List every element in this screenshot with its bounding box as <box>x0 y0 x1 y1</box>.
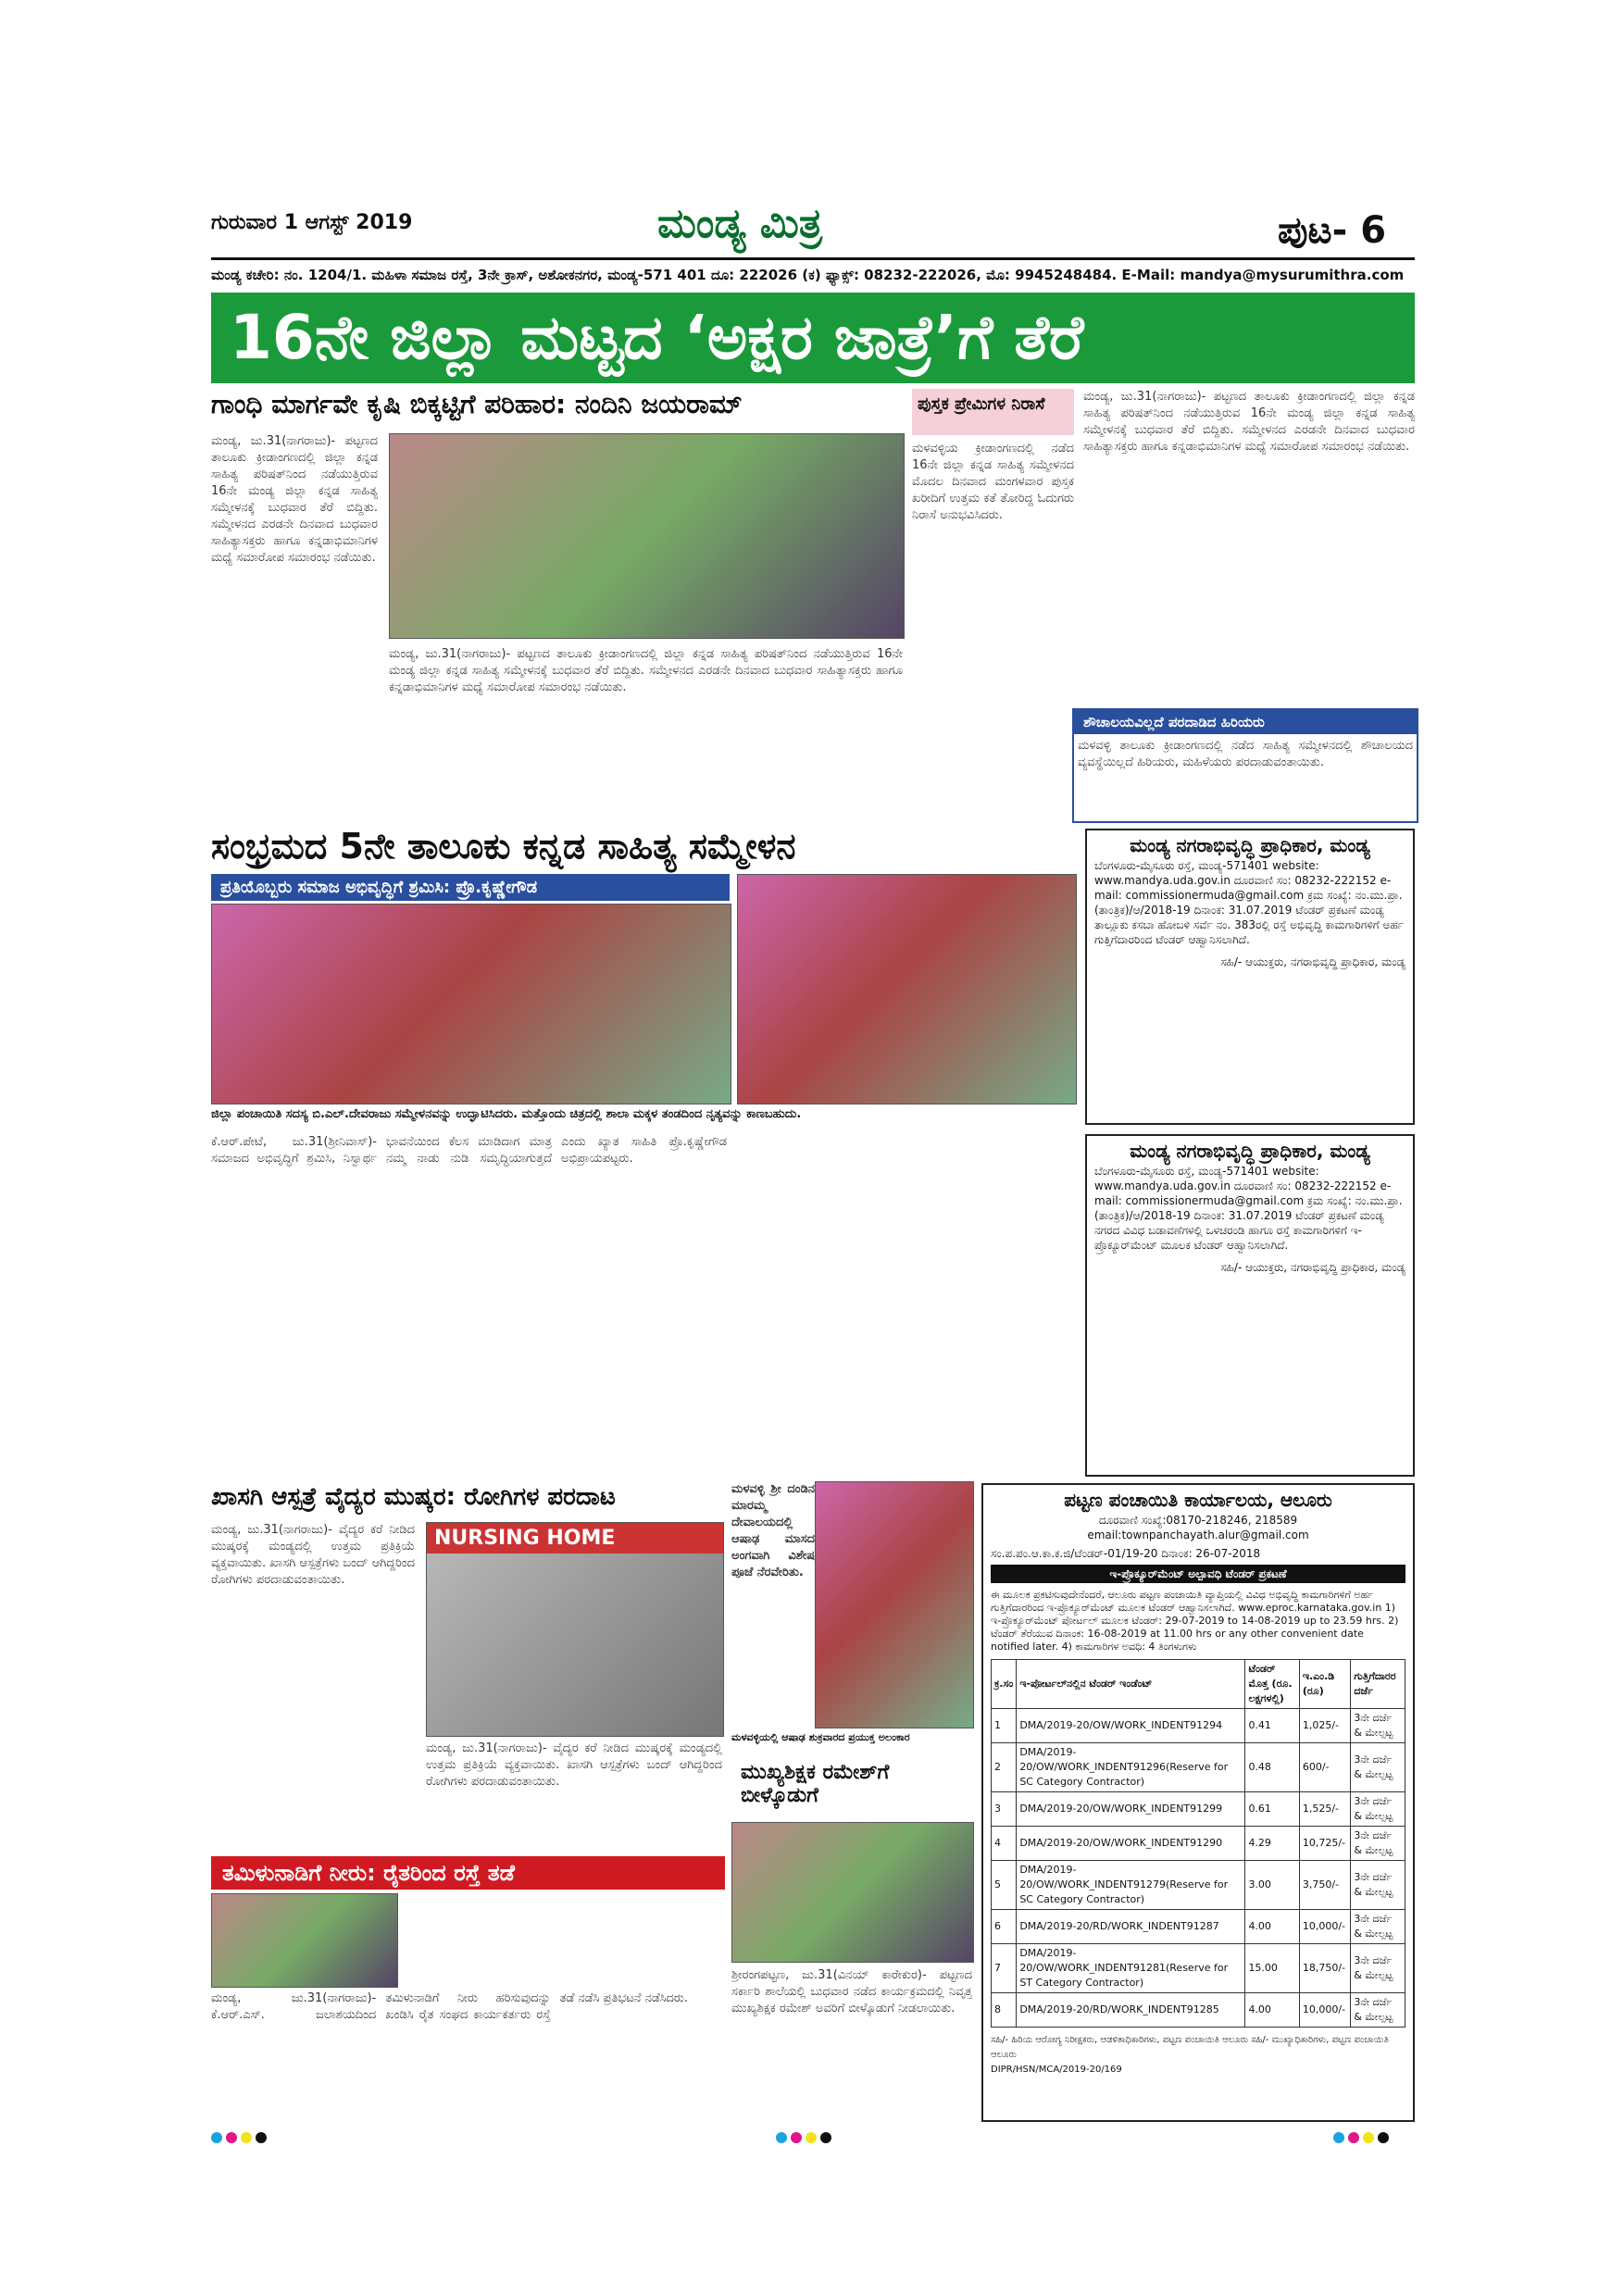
toilet-box-body: ಮಳವಳ್ಳಿ ತಾಲೂಕು ಕ್ರೀಡಾಂಗಣದಲ್ಲಿ ನಡೆದ ಸಾಹಿತ್ಯ ಸಮ್ಮೇಳನದಲ್ಲಿ ಶೌಚಾಲಯದ ವ್ಯವಸ್ಥೆಯಿಲ್ಲದೆ ಹಿರಿಯರು, ಮಹಿಳೆಯರು ಪರದಾಡುವಂತಾಯಿತು. <box>1078 739 1413 769</box>
tender-cell: 3ನೇ ದರ್ಜೆ & ಮೇಲ್ಪಟ್ಟ <box>1351 1792 1405 1827</box>
tender-cell: 3 <box>992 1792 1017 1827</box>
tender-cell: 10,725/- <box>1299 1827 1350 1861</box>
tender-row <box>992 1709 1405 1743</box>
tender-contact: ದೂರವಾಣಿ ಸಂಖ್ಯೆ:08170-218246, 218589 email:townpanchayath.alur@gmail.com <box>1087 1514 1309 1541</box>
tender-cell: 3ನೇ ದರ್ಜೆ & ಮೇಲ್ಪಟ್ಟ <box>1351 1743 1405 1792</box>
tender-cell: 4 <box>992 1827 1017 1861</box>
tender-subtitle: ಇ-ಪ್ರೊಕ್ಯೂರ್‌ಮೆಂಟ್ ಅಲ್ಪಾವಧಿ ಟೆಂಡರ್ ಪ್ರಕಟಣೆ <box>991 1565 1405 1583</box>
tender-row <box>992 1861 1405 1910</box>
story2-strip: ಪ್ರತಿಯೊಬ್ಬರು ಸಮಾಜ ಅಭಿವೃದ್ಧಿಗೆ ಶ್ರಮಿಸಿ: ಪ್ರೊ.ಕೃಷ್ಣೇಗೌಡ <box>211 874 730 901</box>
tender-col-indent: ಇ-ಪೋರ್ಟಲ್‌ನಲ್ಲಿನ ಟೆಂಡರ್ ಇಂಡೆಂಟ್ <box>1017 1660 1245 1709</box>
tender-title: ಪಟ್ಟಣ ಪಂಚಾಯಿತಿ ಕಾರ್ಯಾಲಯ, ಆಲೂರು <box>1064 1489 1332 1511</box>
tender-cell: 5 <box>992 1861 1017 1910</box>
story2-photo-dance <box>737 874 1077 1104</box>
toilet-box <box>1072 708 1418 823</box>
tender-cell: DMA/2019-20/OW/WORK_INDENT91294 <box>1017 1709 1245 1743</box>
office-address: ಮಂಡ್ಯ ಕಚೇರಿ: ನಂ. 1204/1. ಮಹಿಳಾ ಸಮಾಜ ರಸ್ತೆ, 3ನೇ ಕ್ರಾಸ್, ಅಶೋಕನಗರ, ಮಂಡ್ಯ-571 401 ದೂ: 222026 (ಕ) ಫ್ಯಾಕ್ಸ್: 08232-222026, ಮೊ: 9945248484. E-Mail: mandya@mysurumithra.com <box>211 267 1405 283</box>
story4-photo <box>731 1822 974 1963</box>
tender-cell: 0.41 <box>1245 1709 1299 1743</box>
story1-headline: ಗಾಂಧಿ ಮಾರ್ಗವೇ ಕೃಷಿ ಬಿಕ್ಕಟ್ಟಿಗೆ ಪರಿಹಾರ: ನಂದಿನಿ ಜಯರಾಮ್ <box>211 389 743 419</box>
tender-ref: ಸಂ.ಪ.ಪಂ.ಆ.ಕಾ.ಕ.ಜಿ/ಟೆಂಡರ್-01/19-20 ದಿನಾಂಕ: 26-07-2018 <box>991 1547 1261 1560</box>
tender-cell: 1 <box>992 1709 1017 1743</box>
tender-row <box>992 1792 1405 1827</box>
tender-cell: DMA/2019-20/RD/WORK_INDENT91287 <box>1017 1910 1245 1944</box>
tender-cell: DMA/2019-20/RD/WORK_INDENT91285 <box>1017 1993 1245 2028</box>
tender-cell: 3ನೇ ದರ್ಜೆ & ಮೇಲ್ಪಟ್ಟ <box>1351 1709 1405 1743</box>
tender-cell: 0.48 <box>1245 1743 1299 1792</box>
color-registration-marks <box>1333 2129 1393 2147</box>
tender-cell: 600/- <box>1299 1743 1350 1792</box>
tender-cell: DMA/2019-20/OW/WORK_INDENT91299 <box>1017 1792 1245 1827</box>
story1-right-col: ಮಂಡ್ಯ, ಜು.31(ನಾಗರಾಜು)- ಪಟ್ಟಣದ ತಾಲೂಕು ಕ್ರೀಡಾಂಗಣದಲ್ಲಿ ಜಿಲ್ಲಾ ಕನ್ನಡ ಸಾಹಿತ್ಯ ಪರಿಷತ್‌ನಿಂದ ನಡೆಯುತ್ತಿರುವ 16ನೇ ಮಂಡ್ಯ ಜಿಲ್ಲಾ ಕನ್ನಡ ಸಾಹಿತ್ಯ ಸಮ್ಮೇಳನಕ್ಕೆ ಬುಧವಾರ ತೆರೆ ಬಿದ್ದಿತು. ಸಮ್ಮೇಳನದ ಎರಡನೇ ದಿನವಾದ ಬುಧವಾರ ಸಾಹಿತ್ಯಾಸಕ್ತರು ಹಾಗೂ ಕನ್ನಡಾಭಿಮಾನಿಗಳ ಮಧ್ಯೆ ಸಮಾರೋಪ ಸಮಾರಂಭ ನಡೆಯಿತು. <box>1083 390 1415 454</box>
page-number: ಪುಟ- 6 <box>1278 209 1387 252</box>
story5-photo <box>211 1893 398 1988</box>
divider <box>211 257 1415 260</box>
story5-headline: ತಮಿಳುನಾಡಿಗೆ ನೀರು: ರೈತರಿಂದ ರಸ್ತೆ ತಡೆ <box>211 1856 725 1890</box>
temple-side-caption: ಮಳವಳ್ಳಿ ಶ್ರೀ ದಂಡಿನ ಮಾರಮ್ಮ ದೇವಾಲಯದಲ್ಲಿ ಆಷಾಢ ಮಾಸದ ಅಂಗವಾಗಿ ವಿಶೇಷ ಪೂಜೆ ನೆರವೇರಿತು. <box>731 1482 815 1579</box>
uda-notice-1-sign: ಸಹಿ/- ಆಯುಕ್ತರು, ನಗರಾಭಿವೃದ್ಧಿ ಪ್ರಾಧಿಕಾರ, ಮಂಡ್ಯ <box>1220 955 1405 968</box>
tender-row <box>992 1827 1405 1861</box>
tender-cell: 3,750/- <box>1299 1861 1350 1910</box>
uda-notice-2-sign: ಸಹಿ/- ಆಯುಕ್ತರು, ನಗರಾಭಿವೃದ್ಧಿ ಪ್ರಾಧಿಕಾರ, ಮಂಡ್ಯ <box>1220 1261 1405 1274</box>
tender-cell: 18,750/- <box>1299 1944 1350 1993</box>
uda-notice-1-body: ಬೆಂಗಳೂರು-ಮೈಸೂರು ರಸ್ತೆ, ಮಂಡ್ಯ-571401 website: www.mandya.uda.gov.in ದೂರವಾಣಿ ಸಂ: 08232-222152 e-mail: commissionermuda@gmail.com ಕ್ರಮ ಸಂಖ್ಯೆ: ನಂ.ಮು.ಪ್ರಾ.(ತಾಂತ್ರಿಕ)/ಆ/2018-19 ದಿನಾಂಕ: 31.07.2019 ಟೆಂಡರ್ ಪ್ರಕಟಣೆ ಮಂಡ್ಯ ತಾಲ್ಲೂಕು ಕಸಬಾ ಹೋಬಳಿ ಸರ್ವೆ ನಂ. 383ರಲ್ಲಿ ರಸ್ತೆ ಅಭಿವೃದ್ಧಿ ಕಾಮಗಾರಿಗಳಿಗೆ ಅರ್ಹ ಗುತ್ತಿಗೆದಾರರಿಂದ ಟೆಂಡರ್ ಆಹ್ವಾನಿಸಲಾಗಿದೆ. <box>1094 859 1405 946</box>
tender-col-class: ಗುತ್ತಿಗೆದಾರರ ದರ್ಜೆ <box>1351 1660 1405 1709</box>
tender-cell: 2 <box>992 1743 1017 1792</box>
newspaper-logo: ಮಂಡ್ಯ ಮಿತ್ರ <box>657 200 822 247</box>
tender-cell: 3.00 <box>1245 1861 1299 1910</box>
tender-cell: 10,000/- <box>1299 1993 1350 2028</box>
story3-headline: ಖಾಸಗಿ ಆಸ್ಪತ್ರೆ ವೈದ್ಯರ ಮುಷ್ಕರ: ರೋಗಿಗಳ ಪರದಾಟ <box>211 1483 616 1511</box>
pustaka-title: ಪುಸ್ತಕ ಪ್ರೇಮಿಗಳ ನಿರಾಸೆ <box>912 389 1074 435</box>
tender-cell: 8 <box>992 1993 1017 2028</box>
tender-cell: 3ನೇ ದರ್ಜೆ & ಮೇಲ್ಪಟ್ಟ <box>1351 1827 1405 1861</box>
tender-cell: 6 <box>992 1910 1017 1944</box>
tender-cell: DMA/2019-20/OW/WORK_INDENT91279(Reserve for SC Category Contractor) <box>1017 1861 1245 1910</box>
story5-body: ಮಂಡ್ಯ, ಜು.31(ನಾಗರಾಜು)- ಕೆ.ಆರ್.ಎಸ್. ಜಲಾಶಯದಿಂದ ತಮಿಳುನಾಡಿಗೆ ನೀರು ಹರಿಸುವುದನ್ನು ಖಂಡಿಸಿ ರೈತ ಸಂಘದ ಕಾರ್ಯಕರ್ತರು ರಸ್ತೆ ತಡೆ ನಡೆಸಿ ಪ್ರತಿಭಟನೆ ನಡೆಸಿದರು. <box>211 1991 689 2022</box>
story4-headline: ಮುಖ್ಯಶಿಕ್ಷಕ ರಮೇಶ್‌ಗೆ ಬೀಳ್ಕೊಡುಗೆ <box>741 1761 890 1807</box>
story2-photo-ceremony <box>211 904 731 1104</box>
tender-cell: 4.29 <box>1245 1827 1299 1861</box>
story2-headline: ಸಂಭ್ರಮದ 5ನೇ ತಾಲೂಕು ಕನ್ನಡ ಸಾಹಿತ್ಯ ಸಮ್ಮೇಳನ <box>211 826 796 867</box>
tender-cell: 0.61 <box>1245 1792 1299 1827</box>
tender-col-amount: ಟೆಂಡರ್ ಮೊತ್ತ (ರೂ. ಲಕ್ಷಗಳಲ್ಲಿ) <box>1245 1660 1299 1709</box>
tender-cell: 3ನೇ ದರ್ಜೆ & ಮೇಲ್ಪಟ್ಟ <box>1351 1993 1405 2028</box>
tender-dipr: DIPR/HSN/MCA/2019-20/169 <box>991 2065 1122 2075</box>
nursing-home-sign: NURSING HOME <box>427 1523 723 1554</box>
issue-date: ಗುರುವಾರ 1 ಆಗಸ್ಟ್ 2019 <box>211 211 413 234</box>
tender-row <box>992 1993 1405 2028</box>
tender-row <box>992 1910 1405 1944</box>
tender-cell: 3ನೇ ದರ್ಜೆ & ಮೇಲ್ಪಟ್ಟ <box>1351 1944 1405 1993</box>
story1-body: ಮಂಡ್ಯ, ಜು.31(ನಾಗರಾಜು)- ಪಟ್ಟಣದ ತಾಲೂಕು ಕ್ರೀಡಾಂಗಣದಲ್ಲಿ ಜಿಲ್ಲಾ ಕನ್ನಡ ಸಾಹಿತ್ಯ ಪರಿಷತ್‌ನಿಂದ ನಡೆಯುತ್ತಿರುವ 16ನೇ ಮಂಡ್ಯ ಜಿಲ್ಲಾ ಕನ್ನಡ ಸಾಹಿತ್ಯ ಸಮ್ಮೇಳನಕ್ಕೆ ಬುಧವಾರ ತೆರೆ ಬಿದ್ದಿತು. ಸಮ್ಮೇಳನದ ಎರಡನೇ ದಿನವಾದ ಬುಧವಾರ ಸಾಹಿತ್ಯಾಸಕ್ತರು ಹಾಗೂ ಕನ್ನಡಾಭಿಮಾನಿಗಳ ಮಧ್ಯೆ ಸಮಾರೋಪ ಸಮಾರಂಭ ನಡೆಯಿತು. <box>211 434 378 565</box>
tender-table <box>991 1659 1405 2028</box>
tender-cell: 10,000/- <box>1299 1910 1350 1944</box>
toilet-box-title: ಶೌಚಾಲಯವಿಲ್ಲದೆ ಪರದಾಡಿದ ಹಿರಿಯರು <box>1074 710 1417 734</box>
uda-notice-2 <box>1085 1134 1415 1477</box>
main-banner: 16ನೇ ಜಿಲ್ಲಾ ಮಟ್ಟದ ‘ಅಕ್ಷರ ಜಾತ್ರೆ’ಗೆ ತೆರೆ <box>211 293 1415 383</box>
pustaka-body: ಮಳವಳ್ಳಿಯ ಕ್ರೀಡಾಂಗಣದಲ್ಲಿ ನಡೆದ 16ನೇ ಜಿಲ್ಲಾ ಕನ್ನಡ ಸಾಹಿತ್ಯ ಸಮ್ಮೇಳನದ ಮೊದಲ ದಿನವಾದ ಮಂಗಳವಾರ ಪುಸ್ತಕ ಖರೀದಿಗೆ ಉತ್ತಮ ಕತೆ ತೋರಿದ್ದ ಓದುಗರು ನಿರಾಸೆ ಅನುಭವಿಸಿದರು. <box>912 442 1074 522</box>
uda-notice-2-body: ಬೆಂಗಳೂರು-ಮೈಸೂರು ರಸ್ತೆ, ಮಂಡ್ಯ-571401 website: www.mandya.uda.gov.in ದೂರವಾಣಿ ಸಂ: 08232-222152 e-mail: commissionermuda@gmail.com ಕ್ರಮ ಸಂಖ್ಯೆ: ನಂ.ಮು.ಪ್ರಾ.(ತಾಂತ್ರಿಕ)/ಆ/2018-19 ದಿನಾಂಕ: 31.07.2019 ಟೆಂಡರ್ ಪ್ರಕಟಣೆ ಮಂಡ್ಯ ನಗರದ ವಿವಿಧ ಬಡಾವಣೆಗಳಲ್ಲಿ ಒಳಚರಂಡಿ ಹಾಗೂ ರಸ್ತೆ ಕಾಮಗಾರಿಗಳಿಗೆ ಇ-ಪ್ರೊಕ್ಯೂರ್‌ಮೆಂಟ್ ಮೂಲಕ ಟೆಂಡರ್ ಆಹ್ವಾನಿಸಲಾಗಿದೆ. <box>1094 1165 1403 1252</box>
story3-body-cont: ಮಂಡ್ಯ, ಜು.31(ನಾಗರಾಜು)- ವೈದ್ಯರ ಕರೆ ನೀಡಿದ ಮುಷ್ಕರಕ್ಕೆ ಮಂಡ್ಯದಲ್ಲಿ ಉತ್ತಮ ಪ್ರತಿಕ್ರಿಯೆ ವ್ಯಕ್ತವಾಯಿತು. ಖಾಸಗಿ ಆಸ್ಪತ್ರೆಗಳು ಬಂದ್ ಆಗಿದ್ದರಿಂದ ರೋಗಿಗಳು ಪರದಾಡುವಂತಾಯಿತು. <box>426 1741 722 1789</box>
tender-cell: 15.00 <box>1245 1944 1299 1993</box>
tender-cell: DMA/2019-20/OW/WORK_INDENT91296(Reserve for SC Category Contractor) <box>1017 1743 1245 1792</box>
story3-body: ಮಂಡ್ಯ, ಜು.31(ನಾಗರಾಜು)- ವೈದ್ಯರ ಕರೆ ನೀಡಿದ ಮುಷ್ಕರಕ್ಕೆ ಮಂಡ್ಯದಲ್ಲಿ ಉತ್ತಮ ಪ್ರತಿಕ್ರಿಯೆ ವ್ಯಕ್ತವಾಯಿತು. ಖಾಸಗಿ ಆಸ್ಪತ್ರೆಗಳು ಬಂದ್ ಆಗಿದ್ದರಿಂದ ರೋಗಿಗಳು ಪರದಾಡುವಂತಾಯಿತು. <box>211 1523 415 1587</box>
tender-body: ಈ ಮೂಲಕ ಪ್ರಕಟಿಸುವುದೇನೆಂದರೆ, ಆಲೂರು ಪಟ್ಟಣ ಪಂಚಾಯಿತಿ ವ್ಯಾಪ್ತಿಯಲ್ಲಿ ವಿವಿಧ ಅಭಿವೃದ್ಧಿ ಕಾಮಗಾರಿಗಳಿಗೆ ಅರ್ಹ ಗುತ್ತಿಗೆದಾರರಿಂದ ಇ-ಪ್ರೊಕ್ಯೂರ್‌ಮೆಂಟ್ ಮೂಲಕ ಟೆಂಡರ್ ಆಹ್ವಾನಿಸಲಾಗಿದೆ. www.eproc.karnataka.gov.in 1) ಇ-ಪ್ರೊಕ್ಯೂರ್‌ಮೆಂಟ್ ಪೋರ್ಟಲ್ ಮೂಲಕ ಟೆಂಡರ್: 29-07-2019 to 14-08-2019 up to 23.59 hrs. 2) ಟೆಂಡರ್ ತೆರೆಯುವ ದಿನಾಂಕ: 16-08-2019 at 11.00 hrs or any other convenient date notified later. 4) ಕಾಮಗಾರಿಗಳ ಅವಧಿ: 4 ತಿಂಗಳುಗಳು <box>991 1589 1399 1653</box>
tender-cell: 1,025/- <box>1299 1709 1350 1743</box>
uda-notice-2-title: ಮಂಡ್ಯ ನಗರಾಭಿವೃದ್ಧಿ ಪ್ರಾಧಿಕಾರ, ಮಂಡ್ಯ <box>1130 1140 1370 1162</box>
temple-caption: ಮಳವಳ್ಳಿಯಲ್ಲಿ ಆಷಾಢ ಶುಕ್ರವಾರದ ಪ್ರಯುಕ್ತ ಅಲಂಕಾರ <box>731 1731 910 1743</box>
tender-cell: 4.00 <box>1245 1910 1299 1944</box>
tender-col-sno: ಕ್ರ.ಸಂ <box>992 1660 1017 1709</box>
temple-photo <box>815 1481 974 1728</box>
tender-cell: DMA/2019-20/OW/WORK_INDENT91281(Reserve for ST Category Contractor) <box>1017 1944 1245 1993</box>
story1-body-cont: ಮಂಡ್ಯ, ಜು.31(ನಾಗರಾಜು)- ಪಟ್ಟಣದ ತಾಲೂಕು ಕ್ರೀಡಾಂಗಣದಲ್ಲಿ ಜಿಲ್ಲಾ ಕನ್ನಡ ಸಾಹಿತ್ಯ ಪರಿಷತ್‌ನಿಂದ ನಡೆಯುತ್ತಿರುವ 16ನೇ ಮಂಡ್ಯ ಜಿಲ್ಲಾ ಕನ್ನಡ ಸಾಹಿತ್ಯ ಸಮ್ಮೇಳನಕ್ಕೆ ಬುಧವಾರ ತೆರೆ ಬಿದ್ದಿತು. ಸಮ್ಮೇಳನದ ಎರಡನೇ ದಿನವಾದ ಬುಧವಾರ ಸಾಹಿತ್ಯಾಸಕ್ತರು ಹಾಗೂ ಕನ್ನಡಾಭಿಮಾನಿಗಳ ಮಧ್ಯೆ ಸಮಾರೋಪ ಸಮಾರಂಭ ನಡೆಯಿತು. <box>389 647 903 694</box>
tender-cell: 7 <box>992 1944 1017 1993</box>
tender-col-emd: ಇ.ಎಂ.ಡಿ (ರೂ) <box>1299 1660 1350 1709</box>
tender-row <box>992 1743 1405 1792</box>
tender-footer: ಸಹಿ/- ಹಿರಿಯ ಆರೋಗ್ಯ ನಿರೀಕ್ಷಕರು, ಆಡಳಿತಾಧಿಕಾರಿಗಳು, ಪಟ್ಟಣ ಪಂಚಾಯಿತಿ ಆಲೂರು ಸಹಿ/- ಮುಖ್ಯಾಧಿಕಾರಿಗಳು, ಪಟ್ಟಣ ಪಂಚಾಯಿತಿ ಆಲೂರು <box>991 2035 1389 2060</box>
tender-cell: DMA/2019-20/OW/WORK_INDENT91290 <box>1017 1827 1245 1861</box>
alur-tender-notice <box>981 1483 1415 2122</box>
uda-notice-1-title: ಮಂಡ್ಯ ನಗರಾಭಿವೃದ್ಧಿ ಪ್ರಾಧಿಕಾರ, ಮಂಡ್ಯ <box>1130 834 1370 856</box>
color-registration-marks <box>776 2129 835 2147</box>
tender-cell: 3ನೇ ದರ್ಜೆ & ಮೇಲ್ಪಟ್ಟ <box>1351 1861 1405 1910</box>
tender-cell: 1,525/- <box>1299 1792 1350 1827</box>
uda-notice-1 <box>1085 829 1415 1125</box>
story2-body: ಕೆ.ಆರ್.ಪೇಟೆ, ಜು.31(ಶ್ರೀನಿವಾಸ್)- ಸಮಾಜದ ಅಭಿವೃದ್ಧಿಗೆ ಶ್ರಮಿಸಿ, ನಿಸ್ವಾರ್ಥ ಭಾವನೆಯಿಂದ ಕೆಲಸ ಮಾಡಿದಾಗ ಮಾತ್ರ ನಮ್ಮ ನಾಡು ನುಡಿ ಸಮೃದ್ಧಿಯಾಗುತ್ತದೆ ಎಂದು ಖ್ಯಾತ ಸಾಹಿತಿ ಪ್ರೊ.ಕೃಷ್ಣೇಗೌಡ ಅಭಿಪ್ರಾಯಪಟ್ಟರು. <box>211 1135 727 1166</box>
tender-cell: 4.00 <box>1245 1993 1299 2028</box>
story3-photo <box>426 1522 724 1737</box>
story1-photo <box>389 433 905 639</box>
story4-body: ಶ್ರೀರಂಗಪಟ್ಟಣ, ಜು.31(ವಿನಯ್ ಕಾರೇಕುರ)- ಪಟ್ಟಣದ ಸರ್ಕಾರಿ ಶಾಲೆಯಲ್ಲಿ ಬುಧವಾರ ನಡೆದ ಕಾರ್ಯಕ್ರಮದಲ್ಲಿ ನಿವೃತ್ತ ಮುಖ್ಯಶಿಕ್ಷಕ ರಮೇಶ್ ಅವರಿಗೆ ಬೀಳ್ಕೊಡುಗೆ ನೀಡಲಾಯಿತು. <box>731 1968 972 2015</box>
tender-cell: 3ನೇ ದರ್ಜೆ & ಮೇಲ್ಪಟ್ಟ <box>1351 1910 1405 1944</box>
tender-row <box>992 1944 1405 1993</box>
story2-caption: ಜಿಲ್ಲಾ ಪಂಚಾಯಿತಿ ಸದಸ್ಯ ಬಿ.ಎಲ್.ದೇವರಾಜು ಸಮ್ಮೇಳನವನ್ನು ಉದ್ಘಾಟಿಸಿದರು. ಮತ್ತೊಂದು ಚಿತ್ರದಲ್ಲಿ ಶಾಲಾ ಮಕ್ಕಳ ತಂಡದಿಂದ ನೃತ್ಯವನ್ನು ಕಾಣಬಹುದು. <box>211 1107 802 1121</box>
color-registration-marks <box>211 2129 270 2147</box>
